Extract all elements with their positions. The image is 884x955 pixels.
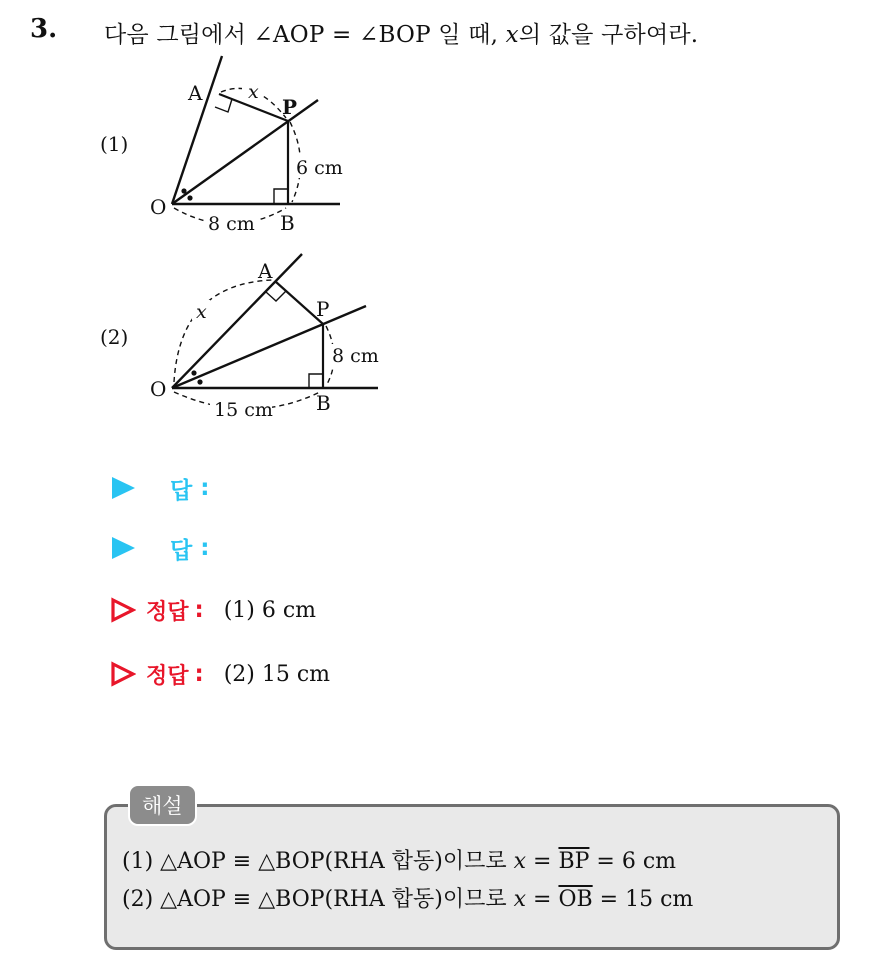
explanation-result: = 6 cm <box>589 849 677 874</box>
explanation-var: x <box>513 887 527 912</box>
correct-label: 정답 <box>146 599 189 625</box>
figure-2-label: (2) <box>100 325 129 349</box>
explanation-segment: $\overline{OB}$ <box>558 887 593 912</box>
answer-label: 답 <box>170 537 193 564</box>
label-x: x <box>196 301 207 323</box>
question-text <box>104 16 698 49</box>
question-number: 3. <box>30 14 58 44</box>
explanation-eq: = <box>526 849 559 874</box>
angle-dot-2 <box>197 379 202 384</box>
figure-2-diagram <box>140 250 390 430</box>
outline-triangle-icon <box>110 661 136 687</box>
explanation-tag: 해설 <box>128 784 197 826</box>
correct-label: 정답 <box>146 663 189 689</box>
explanation-box <box>104 804 840 950</box>
label-base: 8 cm <box>208 213 255 235</box>
point-o: O <box>150 195 167 219</box>
angle-dot-2 <box>187 195 192 200</box>
point-p: P <box>282 95 298 119</box>
figure-1-label: (1) <box>100 132 129 156</box>
explanation-eq: = <box>526 887 559 912</box>
outline-triangle-icon <box>110 597 136 623</box>
point-p: P <box>316 297 330 321</box>
label-side: 6 cm <box>296 157 343 179</box>
correct-colon: : <box>194 597 204 623</box>
angle-dot-1 <box>181 188 186 193</box>
answer-colon: : <box>200 535 210 561</box>
angle-dot-1 <box>191 370 196 375</box>
explanation-prefix: (2) △AOP ≡ △BOP(RHA 합동)이므로 <box>122 887 514 912</box>
explanation-segment: $\overline{BP}$ <box>558 849 590 874</box>
point-b: B <box>280 211 295 235</box>
label-x: x <box>248 81 259 103</box>
question-text-before: 다음 그림에서 ∠AOP = ∠BOP 일 때, <box>104 22 506 48</box>
answer-colon: : <box>200 475 210 501</box>
label-base: 15 cm <box>214 399 273 421</box>
correct-value: (2) 15 cm <box>223 661 331 687</box>
point-b: B <box>316 391 331 415</box>
answer-row-2 <box>110 532 209 564</box>
play-arrow-icon <box>110 536 136 560</box>
figure-1-diagram <box>140 50 360 240</box>
correct-row-2 <box>110 658 330 690</box>
ray-oa <box>172 56 222 204</box>
play-arrow-icon <box>110 476 136 500</box>
answer-label: 답 <box>170 477 193 504</box>
point-a: A <box>188 81 203 105</box>
right-angle-a <box>266 291 286 301</box>
right-angle-a <box>215 99 232 112</box>
correct-value: (1) 6 cm <box>223 597 317 623</box>
correct-row-1 <box>110 594 316 626</box>
question-text-after: 의 값을 구하여라. <box>518 22 699 48</box>
explanation-prefix: (1) △AOP ≡ △BOP(RHA 합동)이므로 <box>122 849 514 874</box>
point-o: O <box>150 377 167 401</box>
right-angle-b <box>309 374 323 388</box>
explanation-var: x <box>513 849 527 874</box>
correct-colon: : <box>194 661 204 687</box>
label-side: 8 cm <box>332 345 379 367</box>
explanation-result: = 15 cm <box>592 887 694 912</box>
explanation-line-1 <box>122 844 676 875</box>
explanation-line-2 <box>122 882 693 913</box>
question-var: x <box>505 22 519 48</box>
point-a: A <box>258 259 273 283</box>
answer-row-1 <box>110 472 209 504</box>
right-angle-b <box>274 189 288 204</box>
